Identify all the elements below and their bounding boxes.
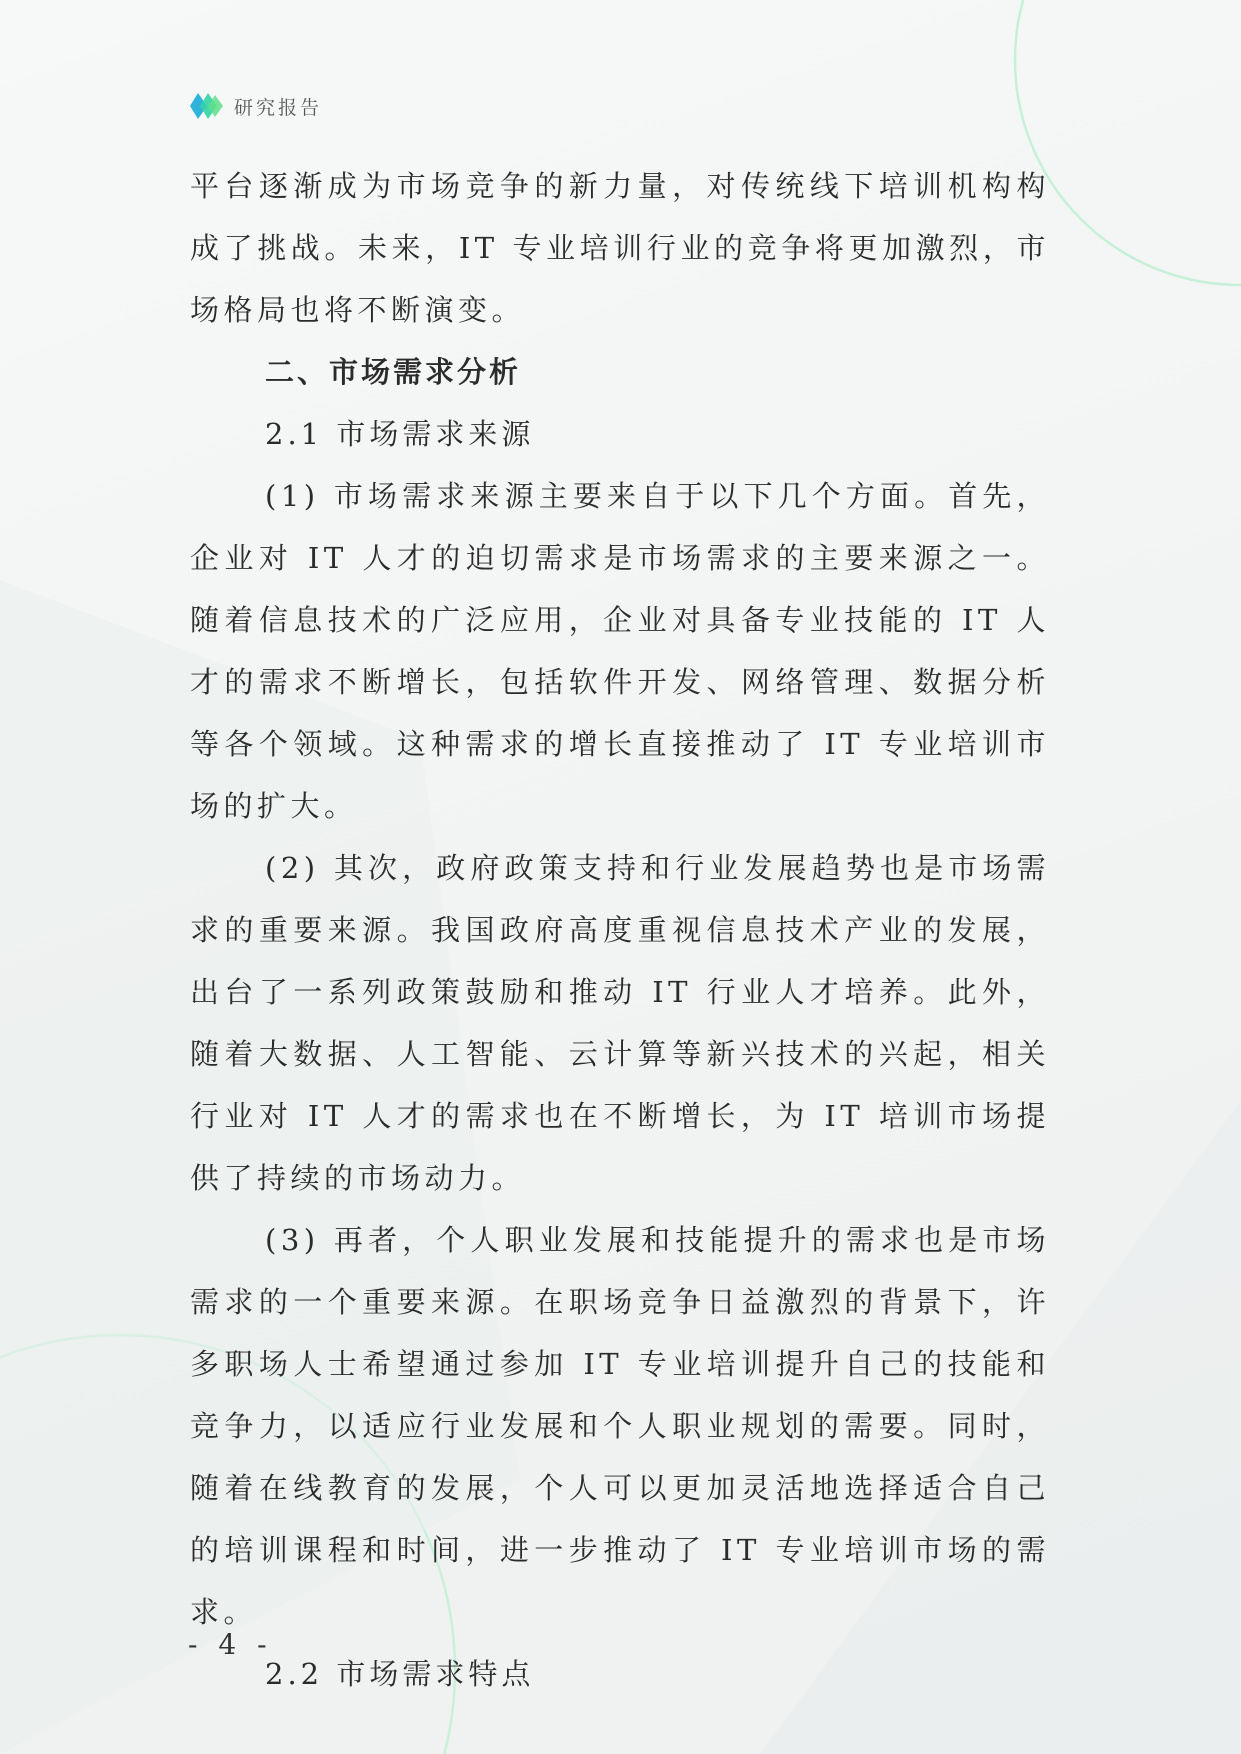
paragraph-3: (3) 再者，个人职业发展和技能提升的需求也是市场需求的一个重要来源。在职场竞争日益激烈的背景下，许多职场人士希望通过参加 IT 专业培训提升自己的技能和竞争力，以适应行业发展和个人职业规划的需要。同时，随着在线教育的发展，个人可以更加灵活地选择适合自己的培训课程和时间，进一步推动了 IT 专业培训市场的需求。 [190, 1223, 1050, 1629]
subsection-heading-2-2: 2.2 市场需求特点 [265, 1657, 535, 1691]
subsection-heading-2-1: 2.1 市场需求来源 [265, 417, 535, 451]
paragraph-1: (1) 市场需求来源主要来自于以下几个方面。首先，企业对 IT 人才的迫切需求是市场需求的主要来源之一。随着信息技术的广泛应用，企业对具备专业技能的 IT 人才的需求不断增长，包括软件开发、网络管理、数据分析等各个领域。这种需求的增长直接推动了 IT 专业培训市场的扩大。 [190, 479, 1050, 823]
page-number: - 4 - [188, 1628, 273, 1661]
section-heading: 二、市场需求分析 [265, 355, 522, 389]
hexagon-mark-icon [188, 90, 224, 122]
header-title: 研究报告 [234, 96, 323, 119]
document-body [190, 155, 1050, 1705]
paragraph-2: (2) 其次，政府政策支持和行业发展趋势也是市场需求的重要来源。我国政府高度重视信息技术产业的发展，出台了一系列政策鼓励和推动 IT 行业人才培养。此外，随着大数据、人工智能、云计算等新兴技术的兴起，相关行业对 IT 人才的需求也在不断增长，为 IT 培训市场提供了持续的市场动力。 [190, 851, 1050, 1195]
paragraph-continued: 平台逐渐成为市场竞争的新力量，对传统线下培训机构构成了挑战。未来，IT 专业培训行业的竞争将更加激烈，市场格局也将不断演变。 [190, 169, 1050, 327]
document-header [188, 88, 322, 124]
